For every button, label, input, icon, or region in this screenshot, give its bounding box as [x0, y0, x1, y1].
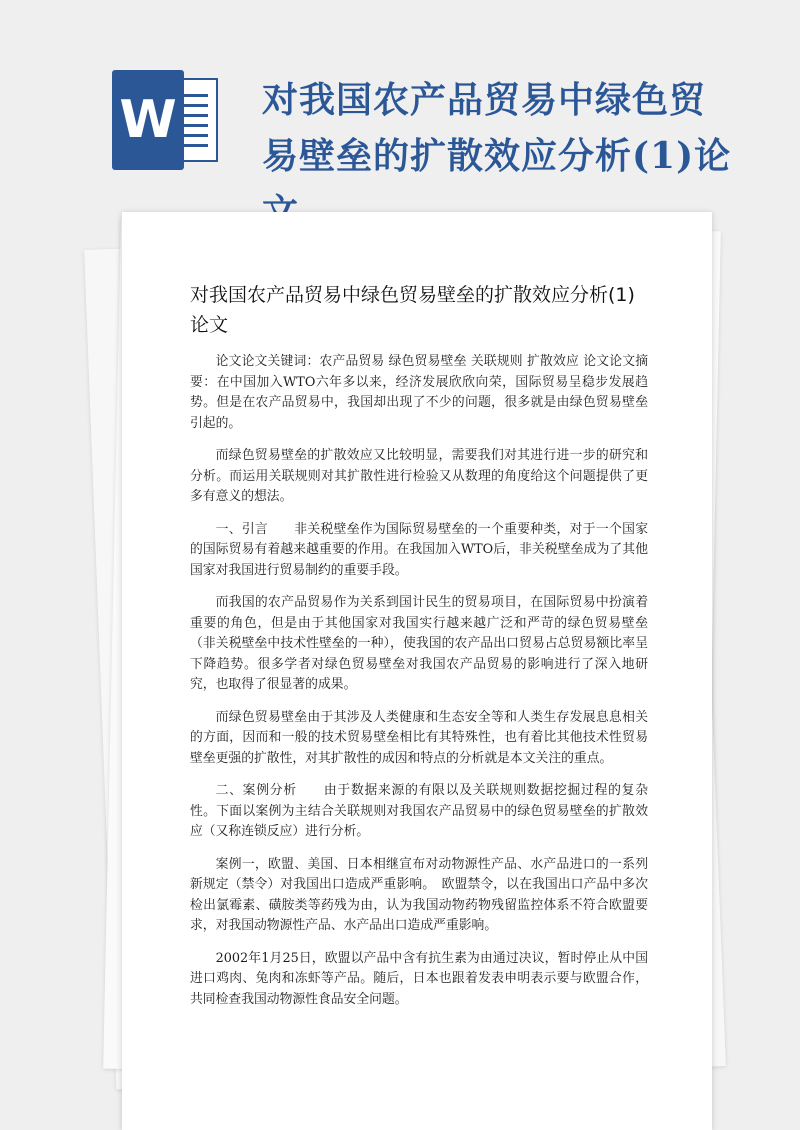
paragraph-case-one: 案例一，欧盟、美国、日本相继宣布对动物源性产品、水产品进口的一系列新规定（禁令）对我国出口造成严重影响。 欧盟禁令，以在我国出口产品中多次检出氯霉素、磺胺类等药残为由，认为我国动物药物残留监控体系不符合欧盟要求，对我国动物源性产品、水产品出口造成严重影响。	[190, 856, 648, 933]
paragraph-keywords-abstract: 论文论文关键词：农产品贸易 绿色贸易壁垒 关联规则 扩散效应 论文论文摘要：在中国加入WTO六年多以来，经济发展欣欣向荣，国际贸易呈稳步发展趋势。但是在农产品贸易中，我国却出现了不少的问题，很多就是由绿色贸易壁垒引起的。	[190, 354, 648, 431]
document-body	[190, 352, 648, 1022]
word-letter-badge: W	[112, 70, 184, 170]
page-heading: 对我国农产品贸易中绿色贸易壁垒的扩散效应分析(1)论文	[190, 284, 635, 336]
paragraph-agri-trade: 而我国的农产品贸易作为关系到国计民生的贸易项目，在国际贸易中扮演着重要的角色，但是由于其他国家对我国实行越来越广泛和严苛的绿色贸易壁垒（非关税壁垒中技术性壁垒的一种），使我国的农产品出口贸易占总贸易额比率呈下降趋势。很多学者对绿色贸易壁垒对我国农产品贸易的影响进行了深入地研究，也取得了很显著的成果。	[190, 595, 648, 692]
paragraph-case-analysis: 二、案例分析 由于数据来源的有限以及关联规则数据挖掘过程的复杂性。下面以案例为主结合关联规则对我国农产品贸易中的绿色贸易壁垒的扩散效应（又称连锁反应）进行分析。	[190, 783, 648, 839]
paragraph-diffusion: 而绿色贸易壁垒的扩散效应又比较明显，需要我们对其进行进一步的研究和分析。而运用关联规则对其扩散性进行检验又从数理的角度给这个问题提供了更多有意义的想法。	[190, 448, 648, 504]
header-banner	[0, 0, 800, 200]
paragraph-green-barrier: 而绿色贸易壁垒由于其涉及人类健康和生态安全等和人类生存发展息息相关的方面，因而和一般的技术贸易壁垒相比有其特殊性，也有着比其他技术性贸易壁垒更强的扩散性，对其扩散性的成因和特点的分析就是本文关注的重点。	[190, 709, 648, 766]
document-title: 对我国农产品贸易中绿色贸易壁垒的扩散效应分析(1)论	[262, 79, 732, 177]
word-document-icon	[112, 70, 218, 170]
paragraph-introduction: 一、引言 非关税壁垒作为国际贸易壁垒的一个重要种类，对于一个国家的国际贸易有着越来越重要的作用。在我国加入WTO后，非关税壁垒成为了其他国家对我国进行贸易制约的重要手段。	[190, 521, 648, 578]
paragraph-eu-decision: 2002年1月25日，欧盟以产品中含有抗生素为由通过决议，暂时停止从中国进口鸡肉、兔肉和冻虾等产品。随后，日本也跟着发表申明表示要与欧盟合作，共同检查我国动物源性食品安全问题。	[190, 950, 648, 1007]
